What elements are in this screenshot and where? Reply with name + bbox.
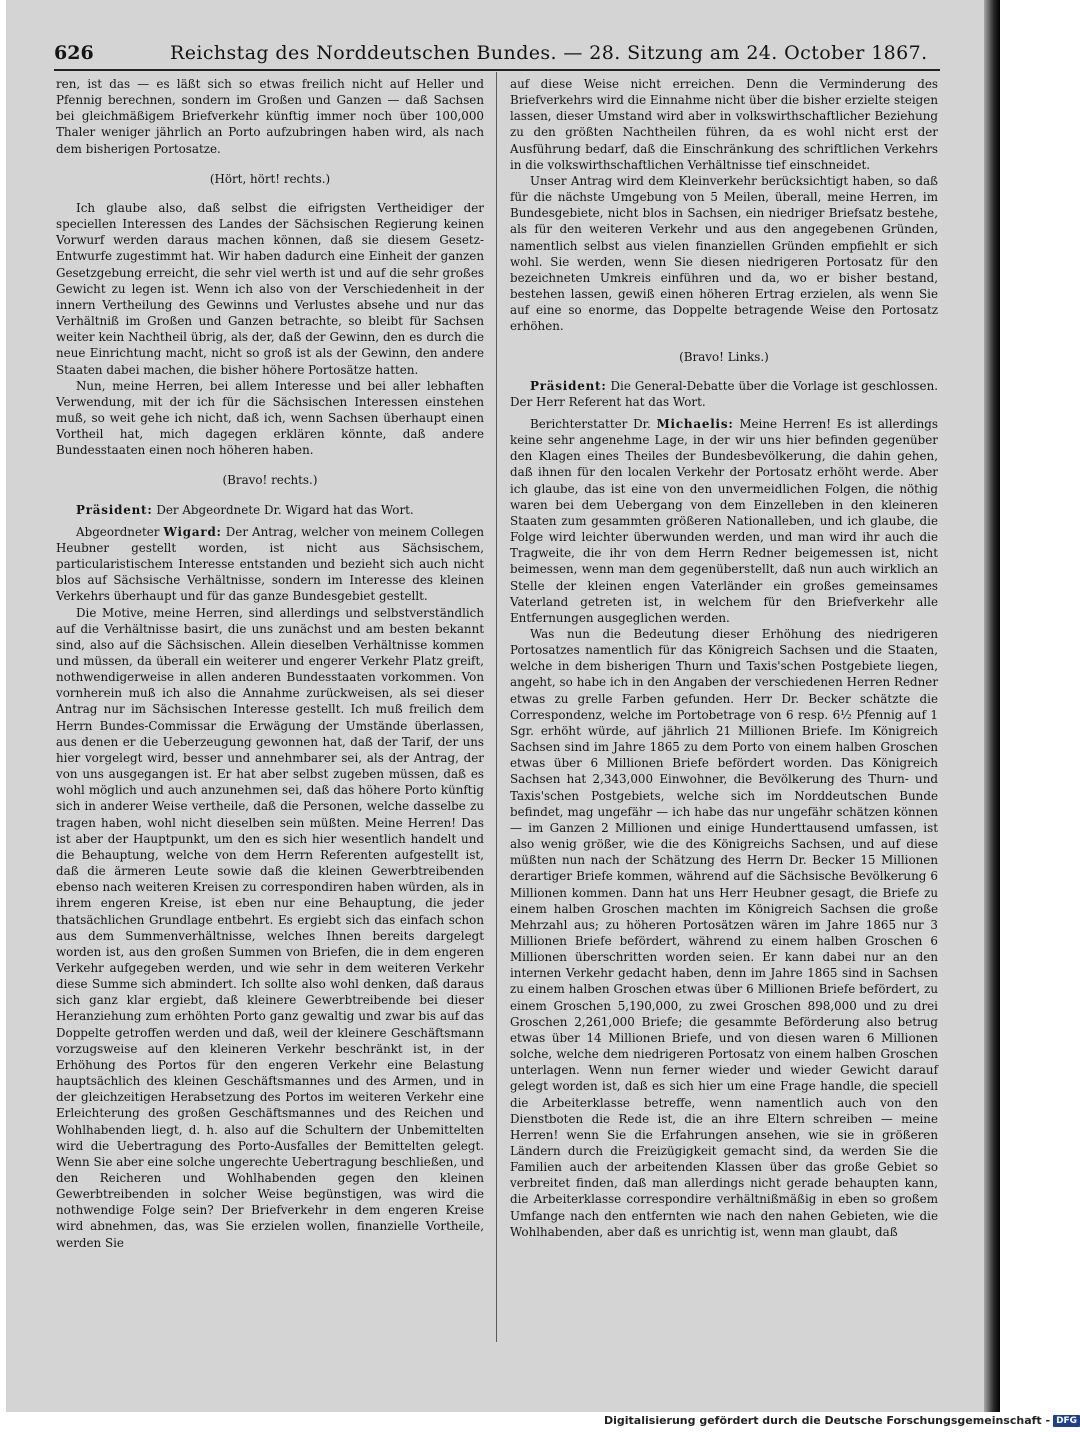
right-column: [510, 76, 938, 1240]
paragraph: Nun, meine Herren, bei allem Interesse und bei aller lebhaften Verwendung, mit der ich für die Sächsischen Interessen einstehen muß, so weit gehe ich nicht, daß ich, wenn Sachsen überhaupt einen Vortheil hat, mich dagegen erklären könnte, daß andere Bundesstaaten einen noch höheren haben.: [56, 378, 484, 458]
speaker-paragraph: [510, 378, 938, 410]
paragraph: Die Motive, meine Herren, sind allerdings und selbstverständlich auf die Verhältnisse basirt, die uns zunächst und am besten bekannt sind, also auf die Sächsischen. Allein dieselben Verhältnisse kommen und müssen, da überall ein weiterer und engerer Verkehr Platz greift, nothwendigerweise in allen anderen Bundesstaaten vorkommen. Von vornherein muß ich also die Annahme zurückweisen, als sei dieser Antrag nur im Sächsischen Interesse gestellt. Ich muß freilich dem Herrn Bundes-Commissar die Erwägung der Umstände überlassen, aus denen er die Ueberzeugung gewonnen hat, daß der Tarif, der uns hier vorgelegt wird, besser und annehmbarer sei, als der Antrag, der von uns ausgegangen ist. Er hat aber selbst zugeben müssen, daß es wohl möglich und auch anzunehmen sei, daß das höhere Porto künftig sich in anderer Weise vertheile, daß die Personen, welche dasselbe zu tragen haben, wohl nicht dieselben sein müßten. Meine Herren! Das ist aber der Hauptpunkt, um den es sich hier wesentlich handelt und die Behauptung, welche von dem Herrn Referenten aufgestellt ist, daß die ärmeren Leute sowie daß die kleinen Gewerbtreibenden ebenso nach weiteren Kreisen zu correspondiren haben würden, als in ihrem engeren Kreise, ist eben nur eine Behauptung, die jeder thatsächlichen Grundlage entbehrt. Es ergiebt sich das einfach schon aus dem Summenverhältnisse, welches Ihnen bereits dargelegt worden ist, aus den großen Summen von Briefen, die in dem engeren Verkehr aufgegeben werden, und wie sehr in dem weiteren Verkehr diese Summe sich abmindert. Ich sollte also wohl denken, daß daraus sich ganz klar ergiebt, daß kleinere Gewerbtreibende bei dieser Heranziehung zum erhöhten Porto ganz gewaltig und zwar bis auf das Doppelte getroffen werden und daß, weil der kleinere Geschäftsmann vorzugsweise auf den kleineren Verkehr beschränkt ist, in der Erhöhung des Portos für den engeren Verkehr eine Belastung hauptsächlich des kleinen Geschäftsmannes und des Armen, und in der gleichzeitigen Herabsetzung des Portos im weiteren Verkehr eine Erleichterung des großen Geschäftsmannes und des Reichen und Wohlhabenden liegt, d. h. also auf die Schultern der Unbemittelten wird die Uebertragung des Porto-Ausfalles der Bemittelten gelegt. Wenn Sie aber eine solche ungerechte Uebertragung beschließen, und den Reicheren und Wohlhabenden gegen den kleinen Gewerbtreibenden in solcher Weise begünstigen, was wird die nothwendige Folge sein? Der Briefverkehr in dem engeren Kreise wird abnehmen, das, was Sie erzielen wollen, finanzielle Vortheile, werden Sie: [56, 605, 484, 1250]
left-column: [56, 76, 484, 1251]
paragraph-continued: auf diese Weise nicht erreichen. Denn die Verminderung des Briefverkehrs wird die Einnahme nicht über die bisher erzielte steigen lassen, dieser Umstand wird aber in volkswirthschaftlicher Beziehung zu den größten Nachtheilen führen, da es wohl nicht erst der Ausführung bedarf, daß die Einschränkung des schriftlichen Verkehrs in die volkswirthschaftlichen Verhältnisse tief einschneidet.: [510, 77, 938, 172]
speaker-title: Abgeordneter: [76, 524, 160, 539]
scan-edge-shadow: [984, 0, 1000, 1412]
speech-text: Der Antrag, welcher von meinem Collegen Heubner gestellt worden, ist nicht aus Sächsischem, particularistischem Interesse entstanden und bezieht sich auch nicht blos auf Sächsische Verhältnisse, sondern im Interesse des kleinen Verkehrs überhaupt und für das ganze Bundesgebiet gestellt.: [56, 524, 485, 604]
footer-text: Digitalisierung gefördert durch die Deutsche Forschungsgemeinschaft -: [604, 1414, 1051, 1427]
interjection: (Bravo! rechts.): [222, 473, 318, 488]
interjection: (Hört, hört! rechts.): [209, 171, 331, 186]
column-divider: [496, 72, 497, 1342]
page-number: 626: [54, 42, 94, 64]
page-header: [54, 42, 928, 68]
paragraph: Unser Antrag wird dem Kleinverkehr berücksichtigt haben, so daß für die nächste Umgebung von 5 Meilen, überall, meine Herren, im Bundesgebiete, nicht blos in Sachsen, ein niedriger Briefsatz bestehe, als für den weiteren Verkehr und aus den angegebenen Gründen, namentlich selbst aus vielen finanziellen Gründen empfiehlt er sich wohl. Sie werden, wenn Sie diesen niedrigeren Portosatz für den bezeichneten Umkreis einführen und da, wo er bisher bestand, bestehen lassen, gewiß einen höheren Ertrag erzielen, als wenn Sie auf eine so enorme, das Doppelte betragende Weise den Portosatz erhöhen.: [510, 173, 938, 334]
dfg-logo: DFG: [1053, 1415, 1080, 1427]
interjection: (Bravo! Links.): [679, 349, 769, 364]
paragraph-continued: ren, ist das — es läßt sich so etwas freilich nicht auf Heller und Pfennig berechnen, sondern im Großen und Ganzen — daß Sachsen bei gleichmäßigem Briefverkehr künftig immer noch über 100,000 Thaler weniger jährlich an Porto aufzubringen haben wird, als nach dem bisherigen Portosatze.: [56, 77, 484, 156]
speaker-title: Berichterstatter Dr.: [530, 416, 651, 431]
digitization-footer: [604, 1414, 1078, 1432]
header-rule: [54, 69, 940, 71]
speaker-paragraph: [56, 524, 484, 605]
speaker-name: Wigard:: [163, 524, 222, 539]
speaker-name: Präsident:: [76, 502, 153, 517]
paragraph: Ich glaube also, daß selbst die eifrigsten Vertheidiger der speciellen Interessen des Landes der Sächsischen Regierung keinen Vorwurf werden daraus machen können, daß sie diesem Gesetz-Entwurfe zugestimmt hat. Wir haben dadurch eine Einheit der ganzen Gesetzgebung erreicht, die sehr viel werth ist und auf die sehr großes Gewicht zu legen ist. Wenn ich also von der Verschiedenheit in der innern Vertheilung des Gewinns und Verlustes absehe und nur das Verhältniß im Großen und Ganzen betrachte, so bleibt für Sachsen weiter kein Nachtheil übrig, als der, daß der Gewinn, den es durch die neue Einrichtung macht, nicht so groß ist als der Gewinn, den andere Staaten dabei machen, die bisher höhere Portosätze hatten.: [56, 200, 484, 377]
speech-text: Die General-Debatte über die Vorlage ist geschlossen. Der Herr Referent hat das Wort.: [510, 378, 939, 409]
speaker-name: Präsident:: [530, 378, 607, 393]
speech-text: Der Abgeordnete Dr. Wigard hat das Wort.: [156, 502, 414, 517]
running-title: Reichstag des Norddeutschen Bundes. — 28. Sitzung am 24. October 1867.: [170, 42, 928, 64]
speaker-paragraph: [56, 502, 484, 518]
speaker-name: Michaelis:: [656, 416, 734, 431]
speech-text: Meine Herren! Es ist allerdings keine sehr angenehme Lage, in der wir uns hier befinden gegenüber den Klagen eines Theiles der Bundesbevölkerung, die dahin gehen, daß ihnen für den localen Verkehr der Portosatz erhöht werde. Aber ich glaube, das ist eine von den unvermeidlichen Folgen, die nöthig waren bei dem Uebergang von dem Einzelleben in den kleineren Staaten zum gesammten größeren Nationalleben, und ich glaube, die Folge wird leichter überwunden werden, und man wird ihr auch die Tragweite, die ihr von dem Herrn Redner beigemessen ist, nicht beimessen, wenn man dem gegenüberstellt, daß nun auch wirklich an Stelle der kleinen engen Vaterländer ein großes gemeinsames Vaterland getreten ist, in welchem für den Briefverkehr alle Entfernungen ausgeglichen werden.: [510, 416, 939, 625]
paragraph: Was nun die Bedeutung dieser Erhöhung des niedrigeren Portosatzes namentlich für das Königreich Sachsen und die Staaten, welche in dem bisherigen Thurn und Taxis'schen Postgebiete liegen, angeht, so habe ich in den Angaben der verschiedenen Herren Redner etwas zu grelle Farben gefunden. Herr Dr. Becker schätzte die Correspondenz, welche im Portobetrage von 6 resp. 6½ Pfennig auf 1 Sgr. erhöht würde, auf jährlich 21 Millionen Briefe. Im Königreich Sachsen sind im Jahre 1865 zu dem Porto von einem halben Groschen etwas über 6 Millionen Briefe befördert worden. Das Königreich Sachsen hat 2,343,000 Einwohner, die Bevölkerung des Thurn- und Taxis'schen Postgebiets, welche sich im Norddeutschen Bunde befindet, mag ungefähr — ich habe das nur ungefähr schätzen können — im Ganzen 2 Millionen und einige Hunderttausend umfassen, ist also wenig größer, wie die des Königreichs Sachsen, und auf diese müßten nun nach der Schätzung des Herrn Dr. Becker 15 Millionen derartiger Briefe kommen, während auf die Sächsische Bevölkerung 6 Millionen kommen. Dann hat uns Herr Heubner gesagt, die Briefe zu einem halben Groschen machten im Königreich Sachsen die große Mehrzahl aus; zu höheren Portosätzen wären im Jahre 1865 nur 3 Millionen Briefe befördert, während zu einem halben Groschen 6 Millionen überschritten worden seien. Er kann dabei nur an den internen Verkehr gedacht haben, denn im Jahre 1865 sind in Sachsen zu einem halben Groschen etwas über 6 Millionen Briefe befördert, zu einem Groschen 5,190,000, zu zwei Groschen 898,000 und zu drei Groschen 2,261,000 Briefe; die gesammte Beförderung also betrug etwas über 14 Millionen Briefe, und von diesen waren 6 Millionen solche, welche dem niedrigeren Portosatz von einem halben Groschen unterlagen. Wenn nun ferner wieder und wieder Gewicht darauf gelegt worden ist, daß es sich hier um eine Frage handle, die speciell die Arbeiterklasse betreffe, wenn namentlich auch von den Dienstboten die Rede ist, die an ihre Eltern schreiben — meine Herren! wenn Sie die Erfahrungen ansehen, wie sie in größeren Ländern durch die Freizügigkeit gemacht sind, da werden Sie die Familien auch der arbeitenden Klassen über das große Gebiet so verbreitet finden, daß man allerdings nicht gerade behaupten kann, die Arbeiterklasse correspondire verhältnißmäßig in eben so großem Umfange nach den entfernten wie nach den nahen Gebieten, wie die Wohlhabenden, aber daß es unrichtig ist, wenn man glaubt, daß: [510, 627, 938, 1239]
speaker-paragraph: [510, 416, 938, 626]
